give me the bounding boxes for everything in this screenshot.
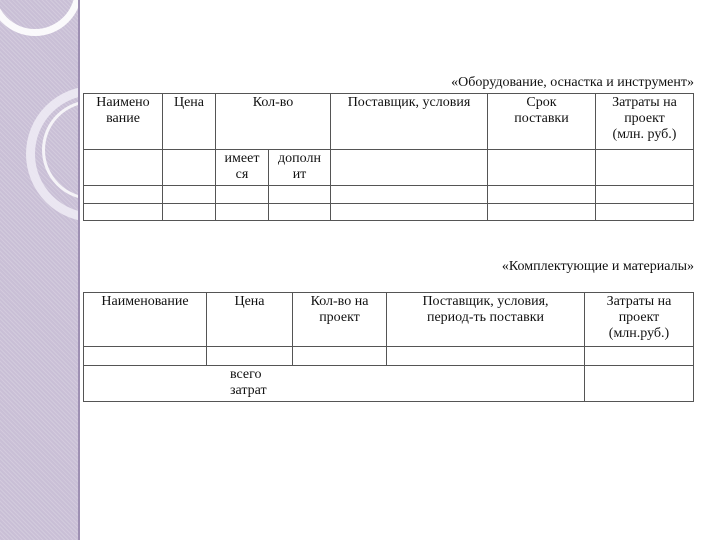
table-row — [84, 204, 694, 221]
table-subheader-row — [84, 150, 694, 186]
table-row — [84, 347, 694, 366]
header-supplier: Поставщик, условия — [331, 94, 488, 150]
total-label: всего затрат — [84, 366, 585, 402]
header-term: Срок поставки — [488, 94, 596, 150]
table-row — [84, 186, 694, 204]
header-name: Наименование — [84, 293, 207, 347]
ring-decoration-top — [0, 0, 78, 36]
total-value — [585, 366, 694, 402]
header-name: Наимено вание — [84, 94, 163, 150]
table-header-row — [84, 293, 694, 347]
header-qty: Кол-во на проект — [293, 293, 387, 347]
header-cost: Затраты на проект (млн.руб.) — [585, 293, 694, 347]
table-header-row — [84, 94, 694, 150]
header-price: Цена — [207, 293, 293, 347]
header-qty: Кол-во — [216, 94, 331, 150]
decorative-sidebar — [0, 0, 78, 540]
total-row — [84, 366, 694, 402]
header-supplier: Поставщик, условия, период-ть поставки — [387, 293, 585, 347]
equipment-table-caption: «Оборудование, оснастка и инструмент» — [451, 75, 694, 90]
subheader-extra: дополн ит — [269, 150, 331, 186]
header-price: Цена — [163, 94, 216, 150]
materials-table-caption: «Комплектующие и материалы» — [501, 259, 694, 274]
subheader-have: имеет ся — [216, 150, 269, 186]
equipment-table — [83, 93, 694, 221]
materials-table — [83, 292, 694, 402]
sidebar-divider — [78, 0, 80, 540]
header-cost: Затраты на проект (млн. руб.) — [596, 94, 694, 150]
